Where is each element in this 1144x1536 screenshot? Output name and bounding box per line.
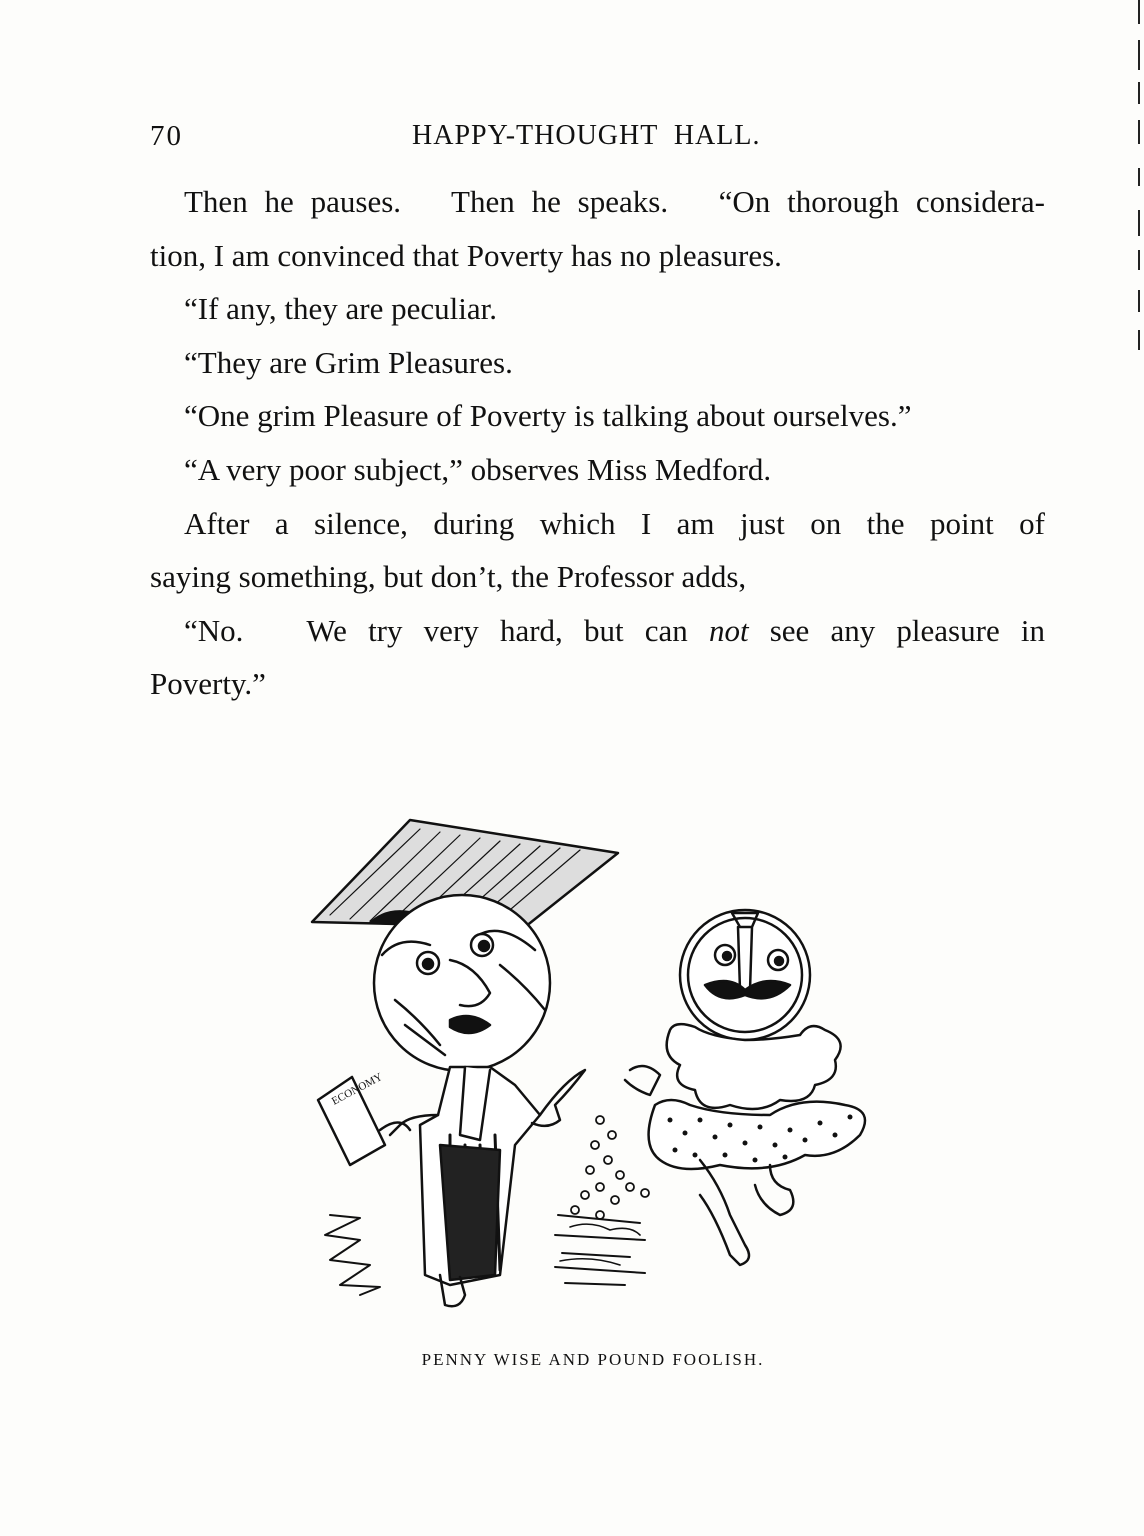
paragraph: “One grim Pleasure of Poverty is talking about ourselves.” (184, 398, 912, 434)
card-label: ECONOMY (329, 1070, 385, 1108)
paragraph-line: Then he pauses. Then he speaks. “On thorough considera- (184, 184, 1045, 219)
paragraph: “A very poor subject,” observes Miss Medford. (184, 451, 772, 487)
paragraph: “If any, they are peculiar. (184, 291, 497, 327)
margin-scan-mark (1138, 210, 1140, 236)
margin-scan-mark (1138, 250, 1140, 270)
emphasis: not (708, 612, 749, 648)
paragraph: “They are Grim Pleasures. (184, 344, 513, 380)
margin-scan-mark (1138, 0, 1140, 24)
pound-coin-character (318, 895, 585, 1306)
body-text (150, 175, 1045, 711)
paragraph-line (150, 604, 1045, 658)
paragraph-line: After a silence, during which I am just on the point of (184, 505, 1045, 541)
margin-scan-mark (1138, 40, 1140, 70)
margin-scan-mark (1138, 120, 1140, 144)
paragraph-line: saying something, but don’t, the Professor adds, (150, 559, 747, 595)
penny-coin-character (555, 910, 865, 1285)
paragraph-line: tion, I am convinced that Poverty has no pleasures. (150, 237, 782, 273)
margin-scan-mark (1138, 82, 1140, 104)
margin-scan-mark (1138, 330, 1140, 350)
page-number: 70 (150, 120, 183, 152)
running-title: HAPPY-THOUGHT HALL. (412, 120, 761, 151)
illustration-caption: PENNY WISE AND POUND FOOLISH. (421, 1350, 765, 1369)
margin-scan-mark (1138, 168, 1140, 186)
margin-scan-mark (1138, 290, 1140, 312)
paragraph-line: Poverty.” (150, 666, 266, 702)
text-run: “No. We try very hard, but can (184, 612, 709, 648)
text-run: see any pleasure in (748, 612, 1045, 648)
illustration-penny-pound (300, 815, 890, 1315)
